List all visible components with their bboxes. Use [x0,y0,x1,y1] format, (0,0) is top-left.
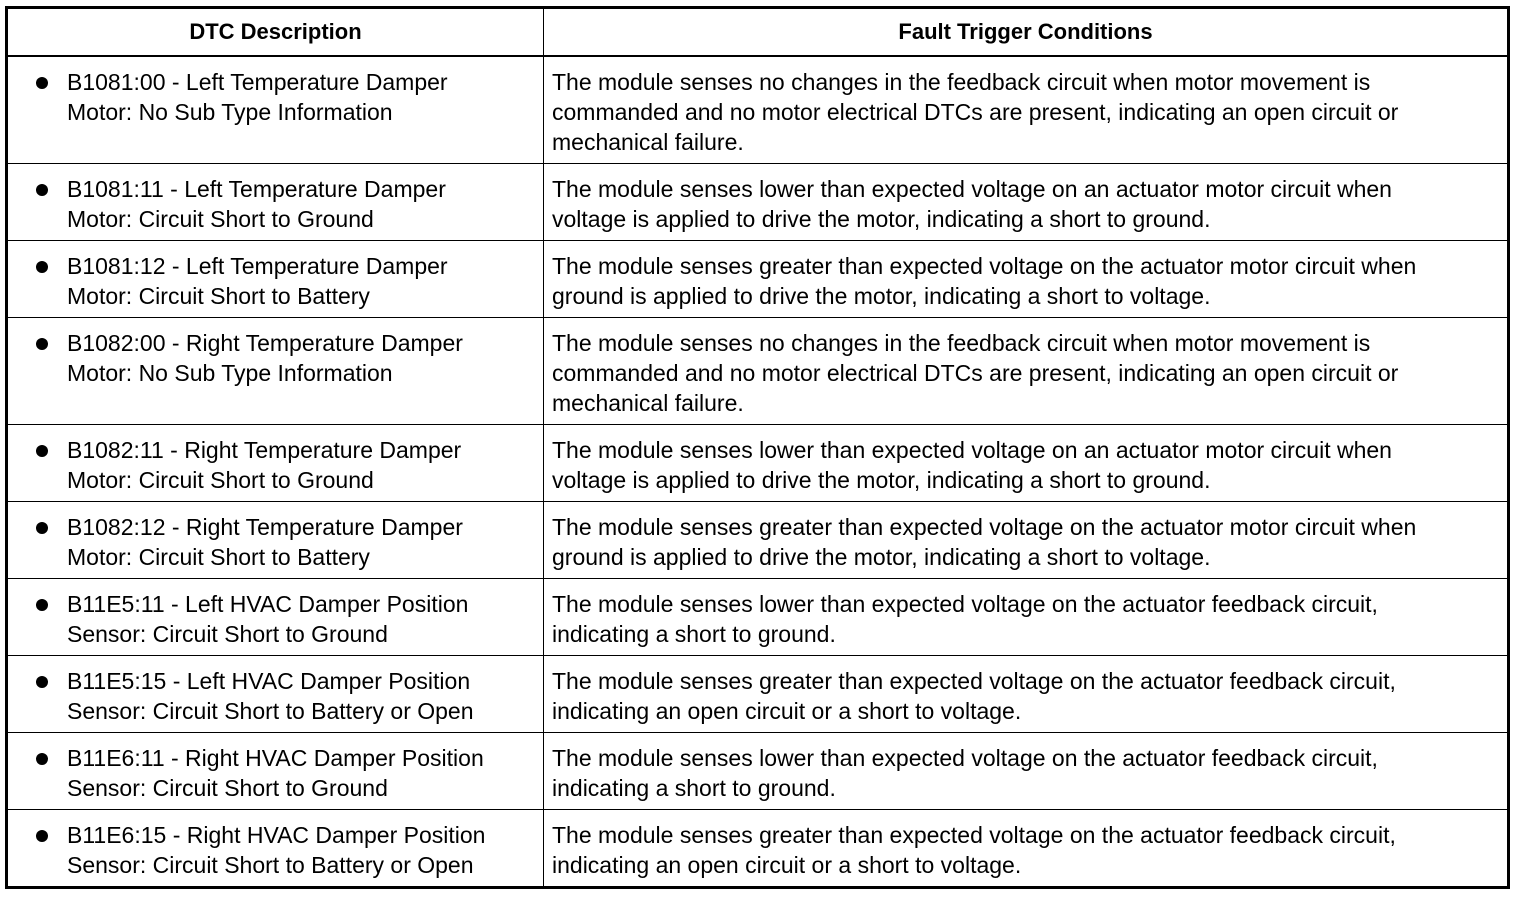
table-row [7,164,1509,241]
header-row [7,8,1509,57]
fault-condition-line: ground is applied to drive the motor, indicating a short to voltage. [552,283,1211,309]
dtc-description-line: Motor: Circuit Short to Battery [67,283,370,309]
dtc-description-line: B1082:00 - Right Temperature Damper [67,330,463,356]
table-row [7,425,1509,502]
dtc-description-line: Sensor: Circuit Short to Battery or Open [67,852,474,878]
fault-condition-line: The module senses lower than expected voltage on an actuator motor circuit when [552,176,1392,202]
fault-condition-cell [544,164,1509,241]
fault-condition-line: mechanical failure. [552,390,744,416]
dtc-description-cell [7,733,544,810]
dtc-description-line: Sensor: Circuit Short to Ground [67,775,388,801]
fault-condition-line: The module senses greater than expected voltage on the actuator feedback circuit, [552,668,1396,694]
dtc-description-line: Motor: Circuit Short to Ground [67,467,374,493]
fault-condition-line: commanded and no motor electrical DTCs are present, indicating an open circuit or [552,360,1399,386]
dtc-description-line: B11E6:15 - Right HVAC Damper Position [67,822,486,848]
fault-condition-line: voltage is applied to drive the motor, indicating a short to ground. [552,206,1211,232]
dtc-description-cell [7,579,544,656]
table-row [7,56,1509,164]
dtc-description-line: Sensor: Circuit Short to Ground [67,621,388,647]
bullet-icon [36,676,48,688]
fault-condition-cell [544,810,1509,888]
dtc-description-cell [7,425,544,502]
fault-condition-line: indicating a short to ground. [552,775,836,801]
fault-condition-cell [544,56,1509,164]
fault-condition-line: The module senses greater than expected voltage on the actuator motor circuit when [552,514,1417,540]
fault-condition-line: The module senses lower than expected voltage on the actuator feedback circuit, [552,745,1378,771]
dtc-description-line: B11E5:11 - Left HVAC Damper Position [67,591,469,617]
table-row [7,579,1509,656]
fault-condition-cell [544,579,1509,656]
header-dtc-description: DTC Description [7,8,544,57]
bullet-icon [36,522,48,534]
dtc-description-line: Motor: No Sub Type Information [67,99,393,125]
fault-condition-cell [544,425,1509,502]
fault-condition-line: mechanical failure. [552,129,744,155]
fault-condition-cell [544,733,1509,810]
fault-condition-line: The module senses lower than expected voltage on an actuator motor circuit when [552,437,1392,463]
dtc-description-line: Motor: Circuit Short to Battery [67,544,370,570]
dtc-description-line: B1081:12 - Left Temperature Damper [67,253,448,279]
table-row [7,318,1509,425]
fault-condition-line: The module senses no changes in the feedback circuit when motor movement is [552,69,1371,95]
fault-condition-cell [544,656,1509,733]
fault-condition-line: The module senses greater than expected voltage on the actuator feedback circuit, [552,822,1396,848]
table-row [7,810,1509,888]
bullet-icon [36,753,48,765]
table-row [7,502,1509,579]
fault-condition-line: commanded and no motor electrical DTCs are present, indicating an open circuit or [552,99,1399,125]
dtc-description-line: B1082:11 - Right Temperature Damper [67,437,462,463]
bullet-icon [36,338,48,350]
dtc-description-cell [7,318,544,425]
header-fault-trigger-conditions: Fault Trigger Conditions [544,8,1509,57]
fault-condition-line: indicating an open circuit or a short to voltage. [552,852,1022,878]
table-body [7,56,1509,888]
dtc-description-line: B1081:00 - Left Temperature Damper [67,69,448,95]
dtc-description-cell [7,56,544,164]
dtc-description-line: B1082:12 - Right Temperature Damper [67,514,463,540]
dtc-description-cell [7,502,544,579]
dtc-description-line: B11E5:15 - Left HVAC Damper Position [67,668,471,694]
fault-condition-line: voltage is applied to drive the motor, indicating a short to ground. [552,467,1211,493]
dtc-description-line: Sensor: Circuit Short to Battery or Open [67,698,474,724]
dtc-description-cell [7,164,544,241]
dtc-description-line: B11E6:11 - Right HVAC Damper Position [67,745,484,771]
bullet-icon [36,184,48,196]
fault-condition-line: ground is applied to drive the motor, indicating a short to voltage. [552,544,1211,570]
fault-condition-line: indicating an open circuit or a short to voltage. [552,698,1022,724]
table-row [7,733,1509,810]
fault-condition-line: indicating a short to ground. [552,621,836,647]
fault-condition-line: The module senses no changes in the feedback circuit when motor movement is [552,330,1371,356]
fault-condition-line: The module senses lower than expected voltage on the actuator feedback circuit, [552,591,1378,617]
dtc-description-line: Motor: Circuit Short to Ground [67,206,374,232]
fault-condition-line: The module senses greater than expected voltage on the actuator motor circuit when [552,253,1417,279]
table-row [7,656,1509,733]
bullet-icon [36,830,48,842]
table-row [7,241,1509,318]
dtc-description-cell [7,241,544,318]
dtc-table [5,6,1510,889]
bullet-icon [36,261,48,273]
dtc-description-cell [7,810,544,888]
dtc-description-cell [7,656,544,733]
dtc-description-line: Motor: No Sub Type Information [67,360,393,386]
fault-condition-cell [544,502,1509,579]
bullet-icon [36,599,48,611]
fault-condition-cell [544,318,1509,425]
fault-condition-cell [544,241,1509,318]
bullet-icon [36,77,48,89]
bullet-icon [36,445,48,457]
dtc-description-line: B1081:11 - Left Temperature Damper [67,176,446,202]
